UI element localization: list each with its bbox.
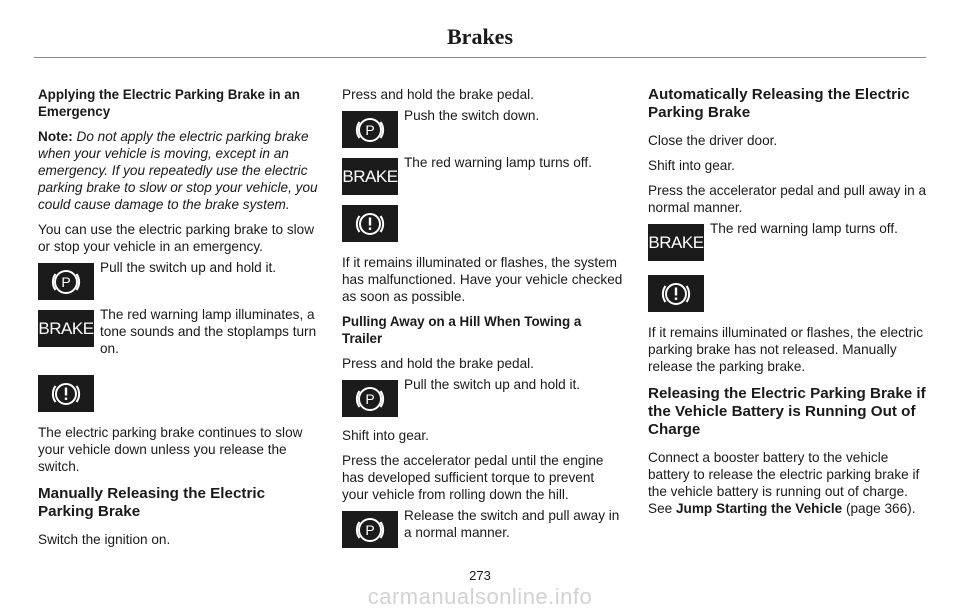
paragraph <box>648 449 928 517</box>
parking-brake-icon <box>342 380 398 417</box>
warning-icon <box>648 275 704 312</box>
brake-label: BRAKE <box>342 166 398 186</box>
paragraph: Press and hold the brake pedal. <box>342 87 534 102</box>
svg-text:P: P <box>365 390 375 407</box>
step-text: Pull the switch up and hold it. <box>404 377 581 392</box>
page-title: Brakes <box>447 24 513 49</box>
step-text: Release the switch and pull away in a normal manner. <box>404 508 620 540</box>
heading-applying-emergency: Applying the Electric Parking Brake in an Emergency <box>38 87 300 119</box>
heading-auto-release: Automatically Releasing the Electric Parking Brake <box>648 86 910 121</box>
step-text: The red warning lamp turns off. <box>710 221 898 236</box>
paragraph-text: Connect a booster battery to the vehicle battery to release the electric parking brake if the vehicle battery is running out of charge. See <box>648 450 920 516</box>
column-2 <box>342 86 624 558</box>
parking-brake-icon <box>342 111 398 148</box>
paragraph: Shift into gear. <box>648 158 735 173</box>
step-row <box>342 155 624 195</box>
step-row <box>342 508 624 548</box>
step-row <box>38 260 318 300</box>
step-row <box>342 108 624 148</box>
svg-text:P: P <box>61 273 71 290</box>
step-row <box>38 307 318 357</box>
paragraph: Switch the ignition on. <box>38 532 171 547</box>
cross-reference-link[interactable]: Jump Starting the Vehicle <box>675 501 843 516</box>
page-number: 273 <box>469 568 491 583</box>
brake-warning-icon <box>648 224 704 261</box>
paragraph: The electric parking brake continues to slow your vehicle down unless you release the switch. <box>38 425 303 474</box>
watermark: carmanualsonline.info <box>367 584 593 609</box>
paragraph: You can use the electric parking brake to slow or stop your vehicle in an emergency. <box>38 222 315 254</box>
header-divider <box>34 57 926 58</box>
parking-brake-icon <box>38 263 94 300</box>
paragraph: Press and hold the brake pedal. <box>342 356 534 371</box>
column-3 <box>648 86 928 525</box>
svg-text:P: P <box>365 521 375 538</box>
warning-icon <box>342 205 398 242</box>
warning-icon <box>38 375 94 412</box>
heading-pulling-away: Pulling Away on a Hill When Towing a Trailer <box>342 314 582 346</box>
page-reference: (page 366). <box>845 501 916 516</box>
heading-manual-release: Manually Releasing the Electric Parking Brake <box>38 485 266 520</box>
note-text: Do not apply the electric parking brake when your vehicle is moving, except in an emergency. If you repeatedly use the electric parking brake to slow or stop your vehicle, you could cause damage to the brake system. <box>38 129 318 212</box>
brake-warning-icon <box>38 310 94 347</box>
parking-brake-icon <box>342 511 398 548</box>
note <box>38 128 318 213</box>
step-text: Pull the switch up and hold it. <box>100 260 277 275</box>
note-label: Note: <box>38 129 73 144</box>
paragraph: If it remains illuminated or flashes, the electric parking brake has not released. Manually release the parking brake. <box>648 325 924 374</box>
brake-label: BRAKE <box>648 232 704 252</box>
paragraph: Press the accelerator pedal until the engine has developed sufficient torque to prevent your vehicle from rolling down the hill. <box>342 453 604 502</box>
paragraph: Close the driver door. <box>648 133 778 148</box>
brake-label: BRAKE <box>38 318 94 338</box>
paragraph: If it remains illuminated or flashes, the system has malfunctioned. Have your vehicle checked as soon as possible. <box>342 255 623 304</box>
step-text: Push the switch down. <box>404 108 540 123</box>
heading-battery-release: Releasing the Electric Parking Brake if the Vehicle Battery is Running Out of Charge <box>648 385 926 438</box>
step-text: The red warning lamp turns off. <box>404 155 592 170</box>
svg-text:P: P <box>365 121 375 138</box>
step-row <box>342 377 624 417</box>
column-1 <box>38 86 318 556</box>
step-text: The red warning lamp illuminates, a tone sounds and the stoplamps turn on. <box>100 307 317 356</box>
paragraph: Press the accelerator pedal and pull away in a normal manner. <box>648 183 927 215</box>
step-row <box>648 221 928 261</box>
paragraph: Shift into gear. <box>342 428 429 443</box>
brake-warning-icon <box>342 158 398 195</box>
